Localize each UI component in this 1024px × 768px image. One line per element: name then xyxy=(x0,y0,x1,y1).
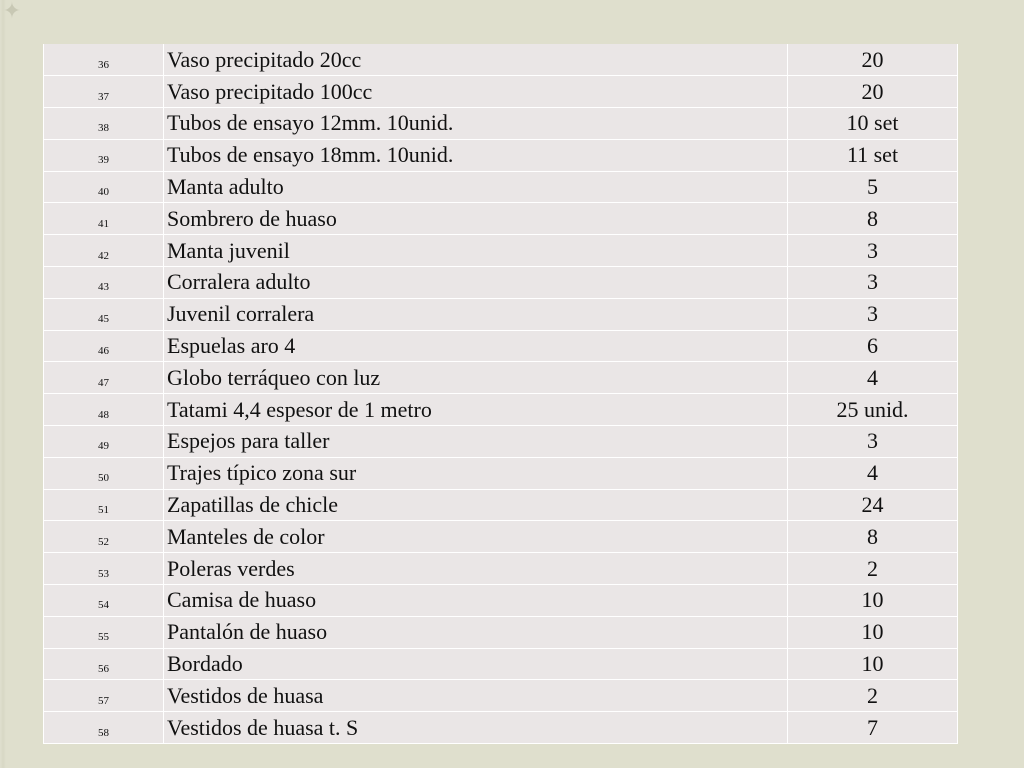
row-number: 51 xyxy=(44,489,164,521)
item-name: Corralera adulto xyxy=(164,267,788,299)
sparkle-icon: ✦ xyxy=(2,0,22,24)
row-number: 38 xyxy=(44,108,164,140)
item-name: Vaso precipitado 100cc xyxy=(164,76,788,108)
item-name: Zapatillas de chicle xyxy=(164,489,788,521)
item-name: Manta juvenil xyxy=(164,235,788,267)
item-name: Sombrero de huaso xyxy=(164,203,788,235)
item-name: Vaso precipitado 20cc xyxy=(164,44,788,76)
item-name: Poleras verdes xyxy=(164,553,788,585)
row-number: 39 xyxy=(44,139,164,171)
item-quantity: 20 xyxy=(788,76,958,108)
item-quantity: 24 xyxy=(788,489,958,521)
table-row xyxy=(44,44,958,76)
item-name: Pantalón de huaso xyxy=(164,616,788,648)
row-number: 36 xyxy=(44,44,164,76)
item-quantity: 2 xyxy=(788,553,958,585)
item-name: Espejos para taller xyxy=(164,426,788,458)
table-row xyxy=(44,521,958,553)
row-number: 53 xyxy=(44,553,164,585)
item-name: Tatami 4,4 espesor de 1 metro xyxy=(164,394,788,426)
table-row xyxy=(44,362,958,394)
item-name: Tubos de ensayo 12mm. 10unid. xyxy=(164,108,788,140)
row-number: 56 xyxy=(44,648,164,680)
item-quantity: 10 xyxy=(788,616,958,648)
table-row xyxy=(44,76,958,108)
item-quantity: 4 xyxy=(788,457,958,489)
item-quantity: 3 xyxy=(788,235,958,267)
item-quantity: 2 xyxy=(788,680,958,712)
item-name: Vestidos de huasa t. S xyxy=(164,712,788,744)
item-name: Trajes típico zona sur xyxy=(164,457,788,489)
inventory-table-body xyxy=(44,44,958,744)
row-number: 46 xyxy=(44,330,164,362)
table-row xyxy=(44,267,958,299)
item-quantity: 6 xyxy=(788,330,958,362)
row-number: 49 xyxy=(44,426,164,458)
item-quantity: 3 xyxy=(788,298,958,330)
table-row xyxy=(44,298,958,330)
row-number: 48 xyxy=(44,394,164,426)
item-name: Manteles de color xyxy=(164,521,788,553)
item-quantity: 3 xyxy=(788,267,958,299)
table-row xyxy=(44,171,958,203)
row-number: 45 xyxy=(44,298,164,330)
row-number: 58 xyxy=(44,712,164,744)
table-row xyxy=(44,139,958,171)
item-name: Globo terráqueo con luz xyxy=(164,362,788,394)
item-name: Camisa de huaso xyxy=(164,585,788,617)
table-row xyxy=(44,394,958,426)
row-number: 54 xyxy=(44,585,164,617)
item-quantity: 7 xyxy=(788,712,958,744)
item-quantity: 20 xyxy=(788,44,958,76)
row-number: 41 xyxy=(44,203,164,235)
table-row xyxy=(44,648,958,680)
item-name: Bordado xyxy=(164,648,788,680)
table-row xyxy=(44,457,958,489)
item-quantity: 8 xyxy=(788,521,958,553)
table-row xyxy=(44,489,958,521)
item-name: Juvenil corralera xyxy=(164,298,788,330)
row-number: 52 xyxy=(44,521,164,553)
table-row xyxy=(44,616,958,648)
row-number: 43 xyxy=(44,267,164,299)
row-number: 40 xyxy=(44,171,164,203)
table-row xyxy=(44,712,958,744)
row-number: 47 xyxy=(44,362,164,394)
item-quantity: 25 unid. xyxy=(788,394,958,426)
row-number: 42 xyxy=(44,235,164,267)
item-name: Manta adulto xyxy=(164,171,788,203)
item-quantity: 8 xyxy=(788,203,958,235)
table-row xyxy=(44,553,958,585)
row-number: 37 xyxy=(44,76,164,108)
table-row xyxy=(44,203,958,235)
table-row xyxy=(44,680,958,712)
table-row xyxy=(44,426,958,458)
item-quantity: 4 xyxy=(788,362,958,394)
item-quantity: 10 xyxy=(788,648,958,680)
item-name: Tubos de ensayo 18mm. 10unid. xyxy=(164,139,788,171)
item-quantity: 3 xyxy=(788,426,958,458)
item-quantity: 10 set xyxy=(788,108,958,140)
inventory-table xyxy=(43,44,958,744)
table-row xyxy=(44,108,958,140)
item-quantity: 5 xyxy=(788,171,958,203)
item-name: Espuelas aro 4 xyxy=(164,330,788,362)
row-number: 55 xyxy=(44,616,164,648)
item-name: Vestidos de huasa xyxy=(164,680,788,712)
table-row xyxy=(44,585,958,617)
table-row xyxy=(44,235,958,267)
item-quantity: 10 xyxy=(788,585,958,617)
row-number: 57 xyxy=(44,680,164,712)
item-quantity: 11 set xyxy=(788,139,958,171)
row-number: 50 xyxy=(44,457,164,489)
table-row xyxy=(44,330,958,362)
